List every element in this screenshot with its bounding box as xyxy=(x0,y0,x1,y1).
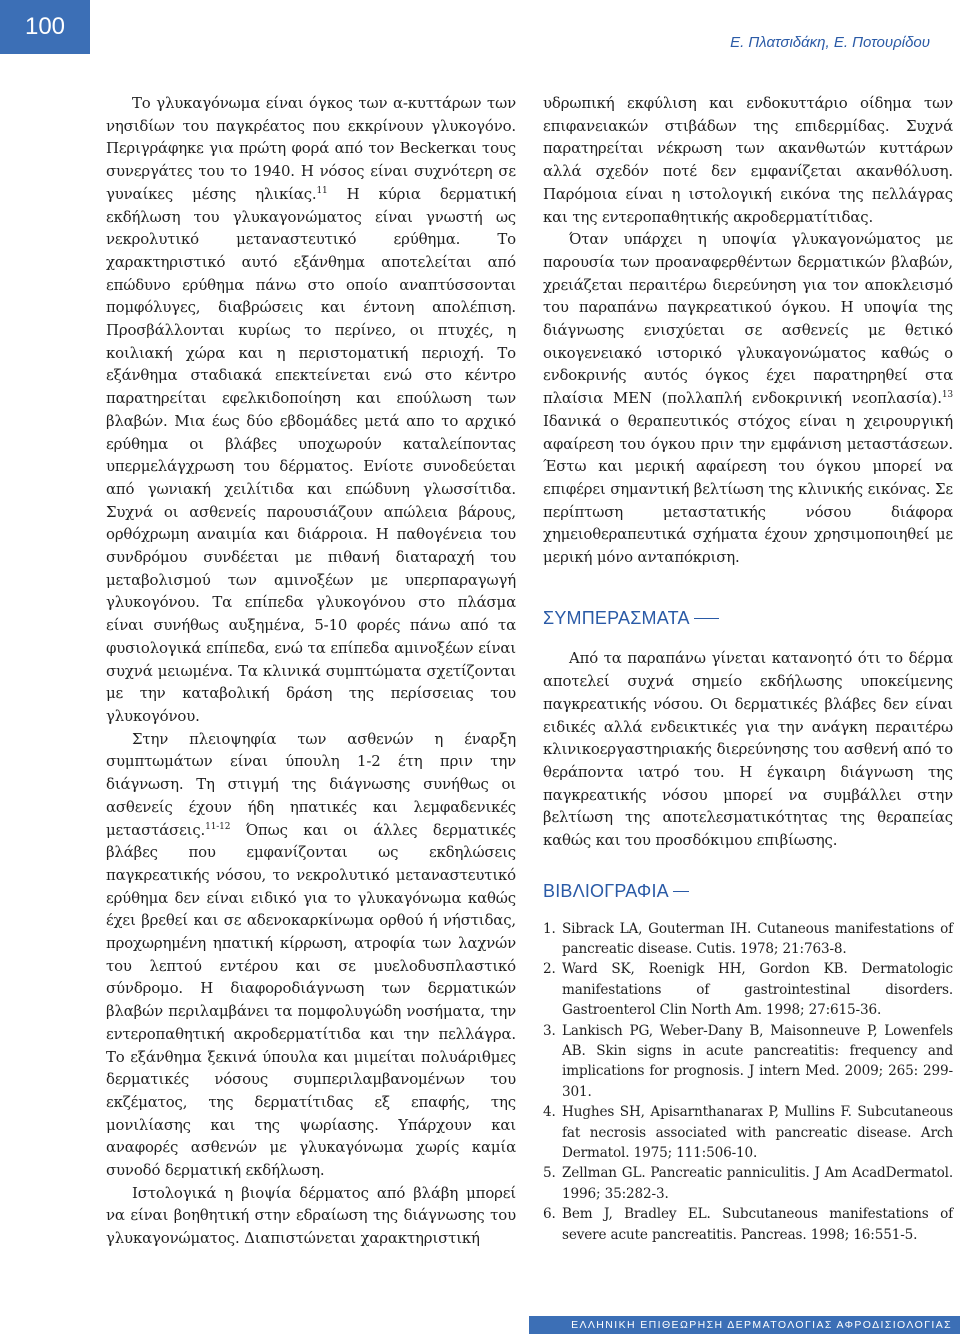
reference-list xyxy=(543,919,953,1246)
conclusions-paragraph: Από τα παραπάνω γίνεται κατανοητό ότι το δέρμα αποτελεί συχνά σημείο εκδήλωσης υποκείμενης παγκρεατικής νόσου. Οι δερματικές βλάβες δεν είναι ειδικές αλλά ενδεικτικές για την ανάγκη περαιτέρω κλινικοεργαστηριακής διερεύνησης του ασθενή από το θεράποντα ιατρό του. Η έγκαιρη διάγνωση της παγκρεατικής νόσου μπορεί να συμβάλλει στην βελτίωση της αποτελεσματικότητας της θεραπείας καθώς και του προσδόκιμου επιβίωσης. xyxy=(543,649,953,850)
body-paragraph: Στην πλειοψηφία των ασθενών η έναρξη συμπτωμάτων είναι ύπουλη 1-2 έτη πριν την διάγνωση. Τη στιγμή της διάγνωσης συνήθως οι ασθενείς έχουν ήδη ηπατικές και λεμφαδενικές μεταστάσεις.$^{11-12}$ Όπως και οι άλλες δερματικές βλάβες που εμφανίζονται ως εκδηλώσεις παγκρεατικής νόσου, το νεκρολυτικό μεταναστευτικό ερύθημα δεν είναι ειδικό για το γλυκαγόνωμα καθώς έχει βρεθεί και σε αδενοκαρκίνωμα ορθού ή νήστιδας, προχωρημένη ηπατική κίρρωση, ατροφία των λαχνών του λεπτού εντέρου και σε μυελοδυσπλαστικό σύνδρομο. Η διαφοροδιάγνωση των δερματικών βλαβών περιλαμβάνει τα πομφολυγώδη νοσήματα, την εντεροπαθητική ακροδερματίτιδα και την πελλάγρα. Το εξάνθημα ξεκινά ύπουλα και μιμείται πολυάριθμες δερματικές νόσους συμπεριλαμβανομένων του εκζέματος, της δερματίτιδας εξ επαφής, της μονιλίασης και της ψωρίασης. Υπάρχουν και αναφορές ασθενών με γλυκαγόνωμα χωρίς καμία συνοδό δερματική εκδήλωση. xyxy=(106,729,516,1180)
reference-item: 5. Zellman GL. Pancreatic panniculitis. J Am AcadDermatol. 1996; 35:282-3. xyxy=(543,1165,953,1202)
citation-superscript: 11-12 xyxy=(205,821,231,832)
right-column xyxy=(543,92,953,1245)
reference-item: 4. Hughes SH, Apisarnthanarax P, Mullins F. Subcutaneous fat necrosis associated with pancreatic disease. Arch Dermatol. 1975; 111:506-10. xyxy=(543,1104,953,1161)
citation-superscript: 11 xyxy=(316,185,328,196)
reference-item: 3. Lankisch PG, Weber-Dany B, Maisonneuve P, Lowenfels AB. Skin signs in acute pancreatitis: frequency and implications for prognosis. J intern Med. 2009; 265: 299-301. xyxy=(543,1022,953,1100)
body-paragraph: Ιστολογικά η βιοψία δέρματος από βλάβη μπορεί να είναι βοηθητική στην εδραίωση της διάγνωσης του γλυκαγονώματος. Διαπιστώνεται χαρακτηριστική xyxy=(106,1183,516,1248)
conclusions-heading: ΣΥΜΠΕΡΑΣΜΑΤΑ xyxy=(543,607,719,630)
reference-item: 2. Ward SK, Roenigk HH, Gordon KB. Dermatologic manifestations of gastrointestinal disorders. Gastroenterol Clin North Am. 1998; 27:615-36. xyxy=(543,961,953,1019)
heading-rule xyxy=(694,618,719,619)
body-paragraph: Το γλυκαγόνωμα είναι όγκος των α-κυττάρων των νησιδίων του παγκρέατος που εκκρίνουν γλυκογόνο. Περιγράφηκε για πρώτη φορά από τον Beckerκαι τους συνεργάτες του το 1940. Η νόσος είναι συχνότερη σε γυναίκες μέσης ηλικίας.$^{11}$ Η κύρια δερματική εκδήλωση του γλυκαγονώματος είναι γνωστή ως νεκρολυτικό μεταναστευτικό ερύθημα. Το χαρακτηριστικό αυτό εξάνθημα αποτελείται από επώδυνο ερύθημα πάνω στο οποίο αναπτύσσονται πομφόλυγες, διαβρώσεις και έντονη απολέπιση. Προσβάλλονται κυρίως το περίνεο, οι πτυχές, η κοιλιακή χώρα και η περιστοματική περιοχή. Το εξάνθημα σταδιακά επεκτείνεται ενώ στο κέντρο παρατηρείται εφελκιδοποίηση και επούλωση των βλαβών. Μια έως δύο εβδομάδες μετά απο το αρχικό ερύθημα οι βλάβες υποχωρούν καταλείποντας υπερμελάγχρωση του δέρματος. Ενίοτε συνοδεύεται από γωνιακή χειλίτιδα και επώδυνη γλωσσίτιδα. Συχνά οι ασθενείς παρουσιάζουν απώλεια βάρους, ορθόχρωμη αναιμία και διάρροια. Η παθογένεια του συνδρόμου συνδέεται με πιθανή διαταραχή του μεταβολισμού των αμινοξέων με υπερπαραγωγή γλυκογόνου. Τα επίπεδα γλυκογόνου στο πλάσμα είναι συνήθως αυξημένα, 5-10 φορές πάνω από τα φυσιολογικά επίπεδα, ενώ τα επίπεδα αμινοξέων είναι συχνά μειωμένα. Τα κλινικά συμπτώματα σχετίζονται με την καταβολική δράση της περίσσειας του γλυκογόνου. xyxy=(106,94,516,725)
bibliography-heading: ΒΙΒΛΙΟΓΡΑΦΙΑ xyxy=(543,880,689,903)
left-column xyxy=(106,92,516,1250)
reference-item: 6. Bem J, Bradley EL. Subcutaneous manifestations of severe acute pancreatitis. Pancreas. 1998; 16:551-5. xyxy=(543,1206,953,1243)
heading-rule xyxy=(673,891,689,892)
body-paragraph: Όταν υπάρχει η υποψία γλυκαγονώματος με παρουσία των προαναφερθέντων δερματικών βλαβών, χρειάζεται περαιτέρω διερεύνηση για τον αποκλεισμό του παραπάνω παγκρεατικού όγκου. Η υποψία της διάγνωσης ενισχύεται σε ασθενείς με θετικό οικογενειακό ιστορικό γλυκαγονώματος καθώς ο ενδοκρινής αυτός όγκος έχει παρατηρηθεί στα πλαίσια MEN (πολλαπλή ενδοκρινική νεοπλασία).$^{13}$ Ιδανικά ο θεραπευτικός στόχος είναι η χειρουργική αφαίρεση του όγκου πριν την εμφάνιση μεταστάσεων. Έστω και μερική αφαίρεση του όγκου μπορεί να επιφέρει σημαντική βελτίωση της κλινικής εικόνας. Σε περίπτωση μεταστατικής νόσου διάφορα χημειοθεραπευτικά σχήματα έχουν χρησιμοποιηθεί με μερική μόνο ανταπόκριση. xyxy=(543,230,953,567)
journal-footer: ΕΛΛΗΝΙΚΗ ΕΠΙΘΕΩΡΗΣΗ ΔΕΡΜΑΤΟΛΟΓΙΑΣ ΑΦΡΟΔΙΣΙΟΛΟΓΙΑΣ xyxy=(529,1316,960,1334)
reference-item: 1. Sibrack LA, Gouterman IH. Cutaneous manifestations of pancreatic disease. Cutis. 1978; 21:763-8. xyxy=(543,920,953,957)
body-paragraph: υδρωπική εκφύλιση και ενδοκυττάριο οίδημα των επιφανειακών στιβάδων της επιδερμίδας. Συχνά παρατηρείται νέκρωση των ακανθωτών κυττάρων αλλά σχεδόν ποτέ δεν εμφανίζεται ακανθόλυση. Παρόμοια είναι η ιστολογική εικόνα της πελλάγρας και της εντεροπαθητικής ακροδερματίτιδας. xyxy=(543,94,953,226)
running-head-authors: Ε. Πλατσιδάκη, Ε. Ποτουρίδου xyxy=(730,34,930,51)
page-number: 100 xyxy=(0,0,90,54)
citation-superscript: 13 xyxy=(941,390,953,401)
